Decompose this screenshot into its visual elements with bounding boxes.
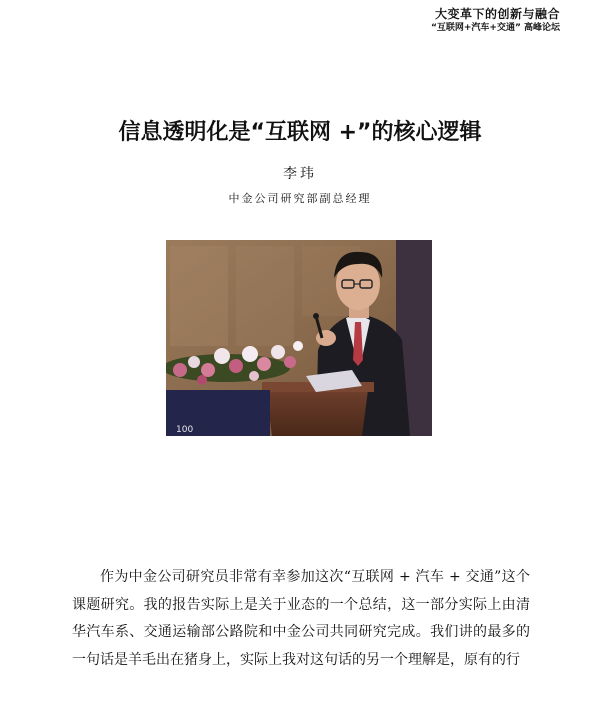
article-body: 作为中金公司研究员非常有幸参加这次“互联网 + 汽车 + 交通”这个课题研究。我的报告实际上是关于业态的一个总结，这一部分实际上由清华汽车系、交通运输部公路院和中金公司共同研究完成。我们讲的最多的一句话是羊毛出在猪身上，实际上我对这句话的另一个理解是，原有的行	[72, 569, 530, 668]
article-title: 信息透明化是“互联网 +”的核心逻辑	[118, 120, 482, 145]
running-header	[431, 6, 560, 35]
running-header-subtitle: “互联网+汽车+交通” 高峰论坛	[430, 23, 560, 33]
author-name: 李玮	[283, 166, 317, 182]
podium-logo-text: 100	[176, 425, 194, 435]
speaker-photo	[166, 240, 432, 436]
speaker-photo-illustration	[166, 240, 432, 436]
author-affiliation: 中金公司研究部副总经理	[228, 192, 372, 205]
running-header-title: 大变革下的创新与融合	[434, 7, 560, 21]
